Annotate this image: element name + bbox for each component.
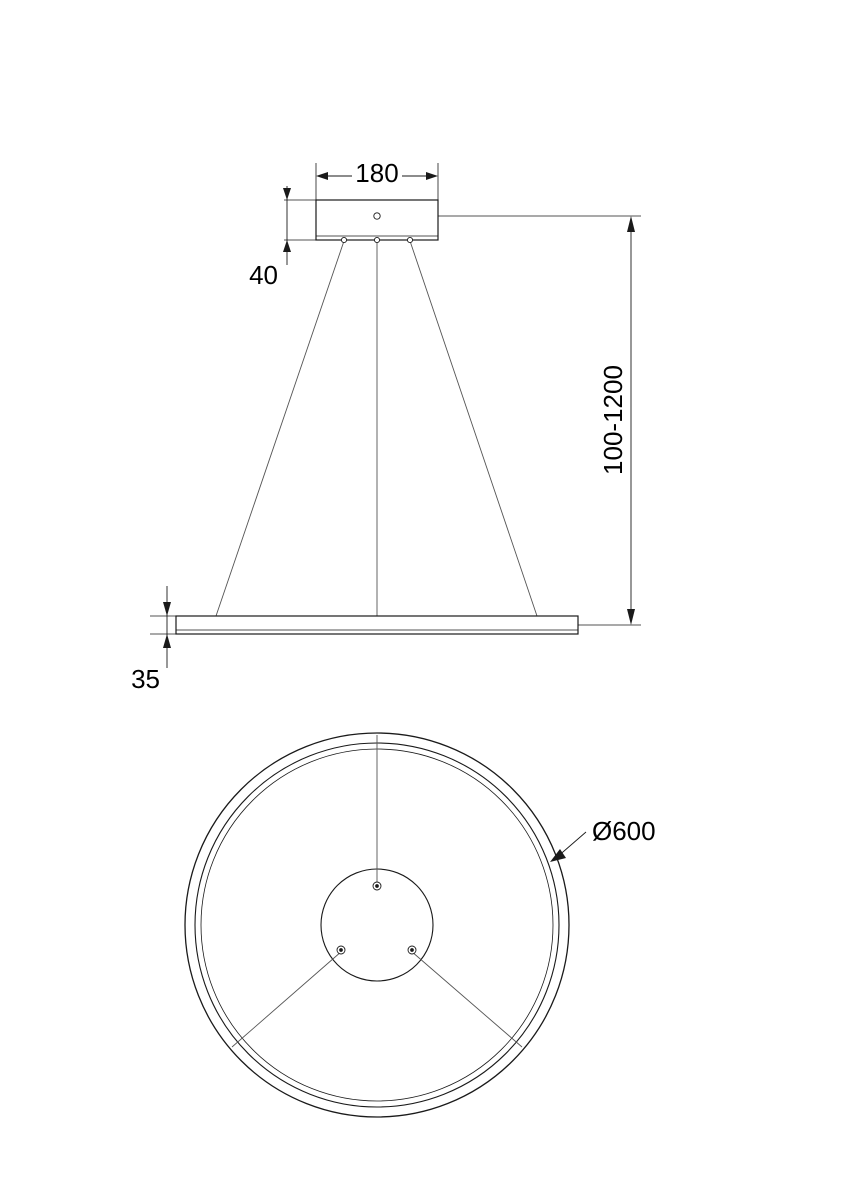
canopy-height-dimension	[249, 186, 316, 290]
suspension-height-value: 100-1200	[598, 365, 628, 475]
ring-thickness-value: 35	[131, 664, 160, 694]
suspension-cables	[216, 241, 537, 616]
ring-diameter-dimension	[550, 816, 656, 862]
canopy-width-dimension	[316, 158, 438, 200]
canopy-width-value: 180	[355, 158, 399, 188]
suspension-height-dimension	[438, 216, 641, 625]
ring-diameter-value: Ø600	[592, 816, 656, 846]
plan-view	[185, 733, 569, 1117]
ring-side-profile	[176, 616, 578, 634]
ceiling-canopy	[316, 200, 438, 240]
canopy-height-value: 40	[249, 260, 278, 290]
ring-thickness-dimension	[131, 586, 176, 694]
front-elevation-view	[176, 200, 578, 634]
